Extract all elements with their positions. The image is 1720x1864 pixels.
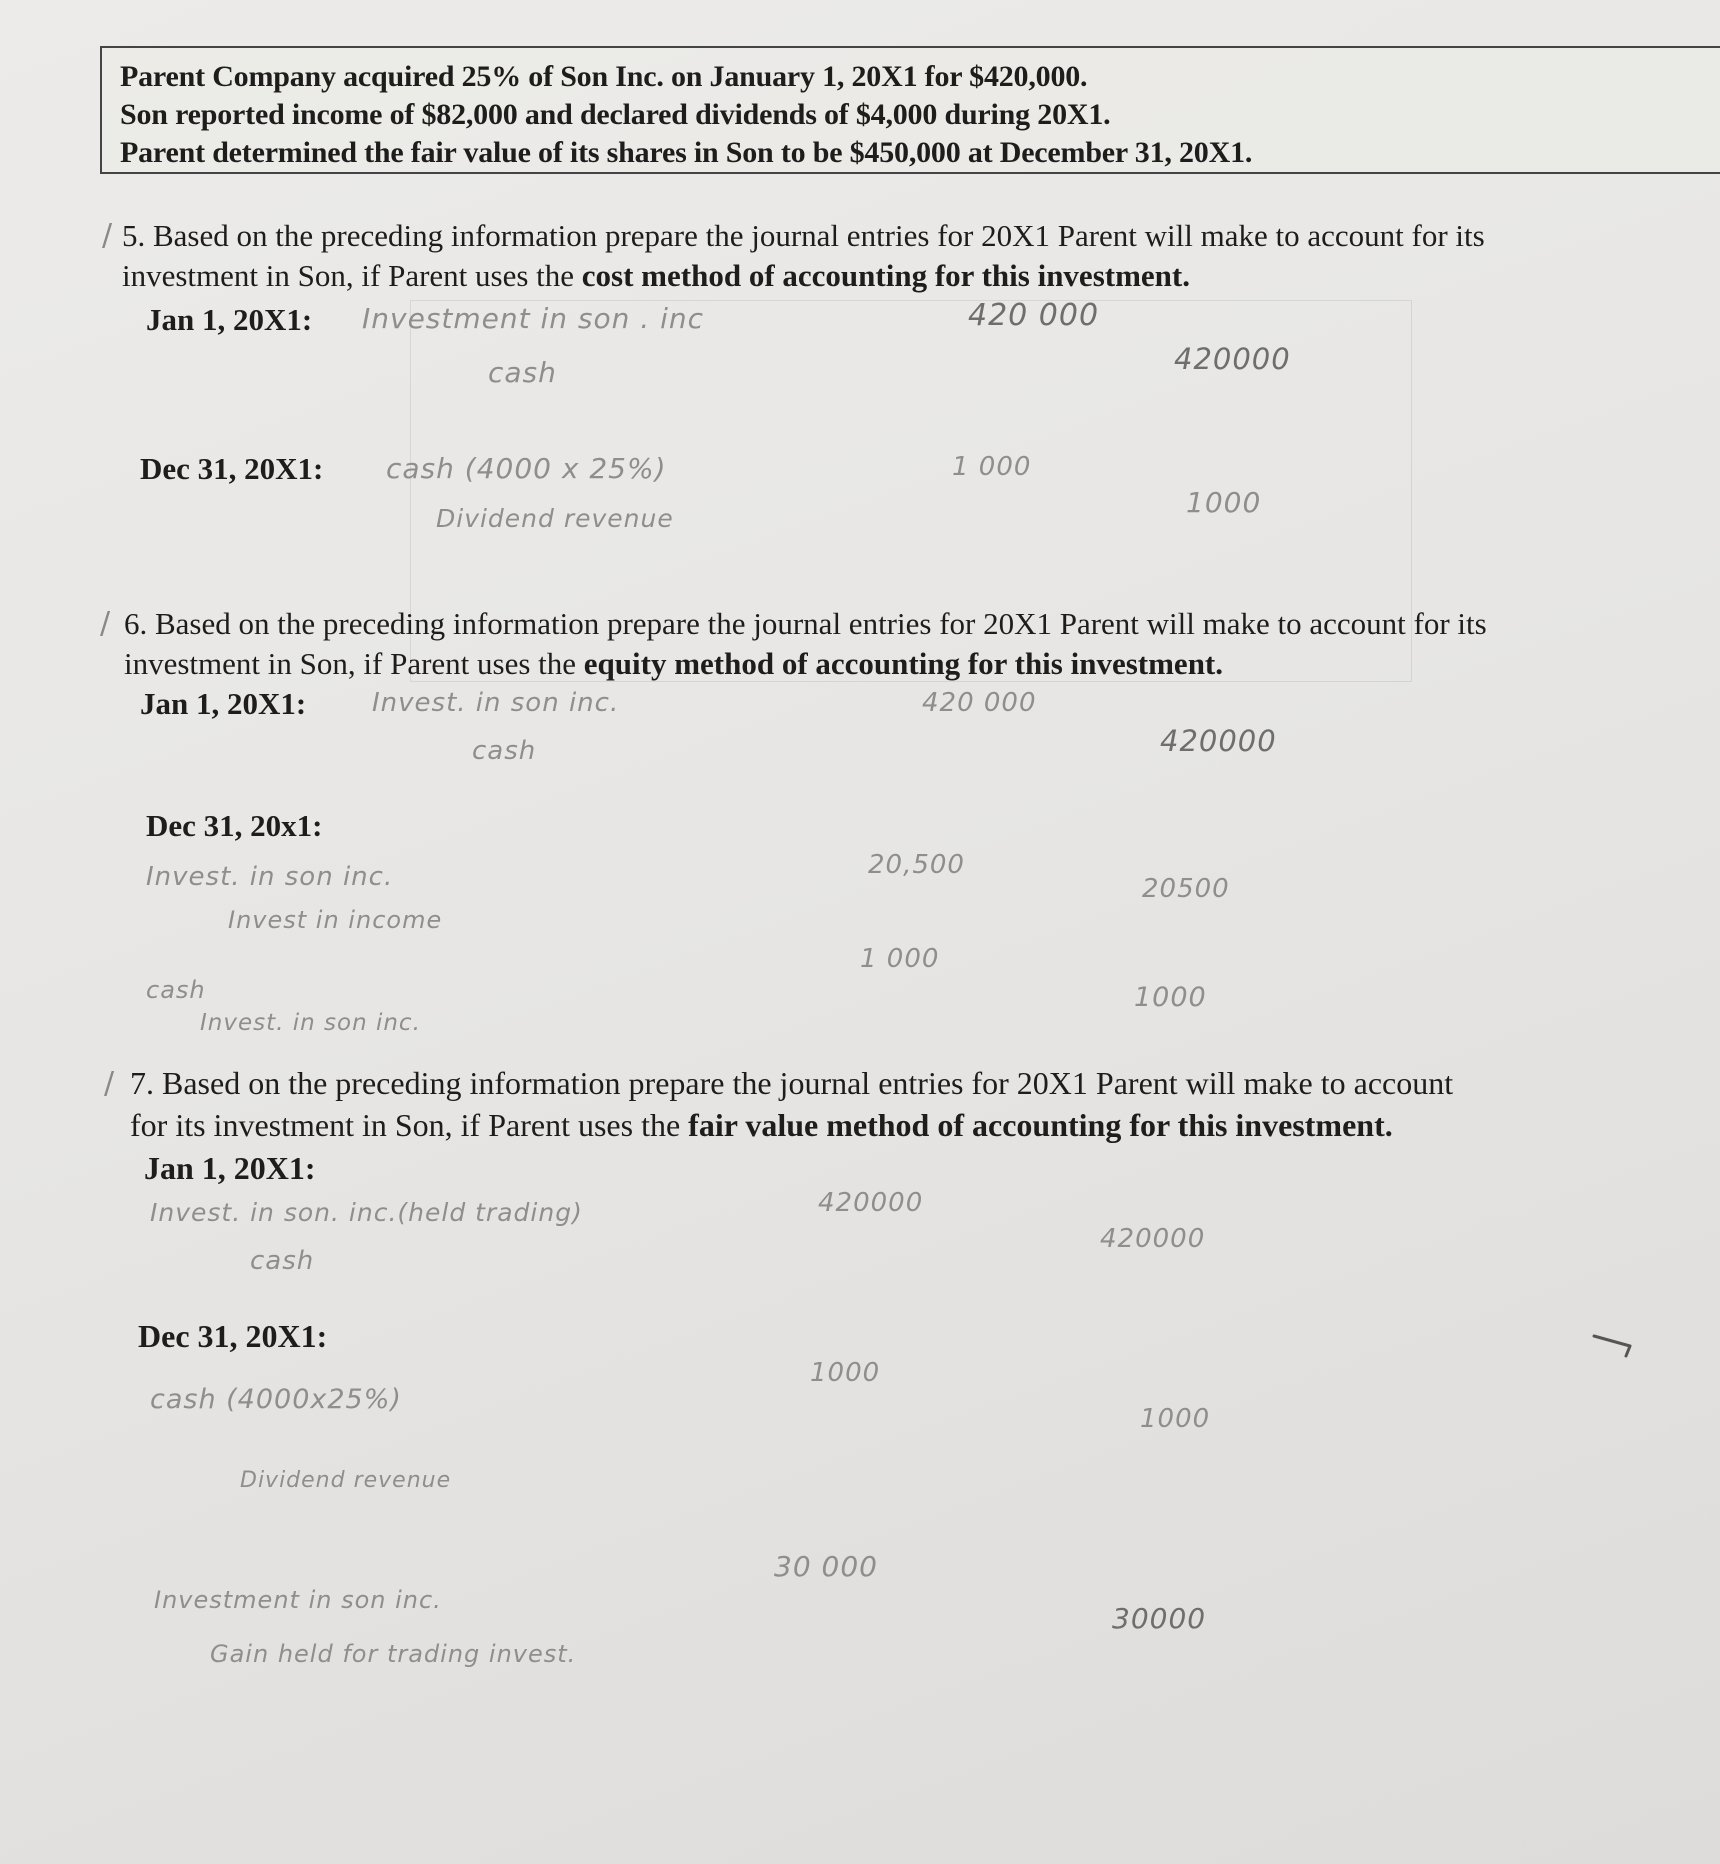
q7-dec2-debit-amount: 30 000 [774, 1550, 878, 1583]
q7-dec1-credit-account: Dividend revenue [240, 1468, 452, 1493]
info-line-1: Parent Company acquired 25% of Son Inc. on January 1, 20X1 for $420,000. [120, 60, 1088, 93]
q7-jan-debit-amount: 420000 [818, 1188, 924, 1218]
q6-dec2-credit-account: Invest. in son inc. [200, 1010, 421, 1036]
q5-text-plain: investment in Son, if Parent uses the [122, 258, 582, 293]
pen-stroke-mark [1590, 1326, 1640, 1360]
q6-jan-date: Jan 1, 20X1: [140, 686, 307, 721]
q6-text-line-1: 6. Based on the preceding information prepare the journal entries for 20X1 Parent will make to account for its [124, 606, 1487, 641]
q6-dec1-credit-account: Invest in income [228, 906, 443, 934]
q6-jan-debit-amount: 420 000 [922, 688, 1037, 718]
q5-jan-date: Jan 1, 20X1: [146, 302, 313, 337]
q5-text-bold: cost method of accounting for this investment. [581, 258, 1190, 293]
q6-jan-credit-amount: 420000 [1160, 724, 1277, 758]
q7-dec1-debit-account: cash (4000x25%) [150, 1384, 402, 1415]
q6-text-plain: investment in Son, if Parent uses the [124, 646, 584, 681]
q7-dec1-debit-amount: 1000 [810, 1358, 881, 1388]
q6-dec2-debit-account: cash [146, 976, 206, 1004]
problem-info-box [100, 46, 1720, 174]
q7-dec1-credit-amount: 1000 [1140, 1404, 1211, 1434]
q5-dec-credit-account: Dividend revenue [436, 504, 674, 533]
q5-jan-credit-account: cash [488, 356, 557, 389]
q5-jan-credit-amount: 420000 [1174, 342, 1291, 376]
q6-dec2-debit-amount: 1 000 [860, 944, 940, 974]
q5-dec-debit-account: cash (4000 x 25%) [386, 452, 667, 485]
q7-dec2-debit-account: Investment in son inc. [154, 1586, 442, 1614]
q7-question [130, 1062, 1453, 1146]
q7-check-mark: / [104, 1066, 115, 1101]
q5-question [122, 216, 1485, 296]
q6-jan-credit-account: cash [472, 736, 537, 766]
q7-jan-credit-account: cash [250, 1246, 315, 1276]
q6-jan-debit-account: Invest. in son inc. [372, 688, 620, 718]
q6-dec1-credit-amount: 20500 [1142, 874, 1230, 904]
q5-text-line-2 [122, 256, 1485, 296]
q7-dec2-credit-account: Gain held for trading invest. [210, 1640, 577, 1668]
q6-text-bold: equity method of accounting for this investment. [583, 646, 1224, 681]
q6-question [124, 604, 1487, 684]
q5-dec-date: Dec 31, 20X1: [140, 451, 324, 486]
q5-check-mark: / [102, 218, 113, 253]
q7-dec2-credit-amount: 30000 [1112, 1602, 1207, 1635]
q7-text-bold: fair value method of accounting for this investment. [688, 1107, 1393, 1143]
q6-dec1-debit-account: Invest. in son inc. [146, 862, 394, 892]
q5-text-line-1: 5. Based on the preceding information prepare the journal entries for 20X1 Parent will make to account for its [122, 218, 1485, 253]
q5-dec-debit-amount: 1 000 [952, 452, 1032, 482]
q7-text-line-2 [130, 1104, 1453, 1146]
q7-jan-debit-account: Invest. in son. inc.(held trading) [150, 1198, 583, 1227]
q5-jan-debit-account: Investment in son . inc [362, 302, 705, 335]
q7-text-line-1: 7. Based on the preceding information prepare the journal entries for 20X1 Parent will make to account [130, 1065, 1454, 1101]
q6-dec2-credit-amount: 1000 [1134, 982, 1207, 1013]
q6-dec1-debit-amount: 20,500 [868, 850, 965, 880]
q6-text-line-2 [124, 644, 1487, 684]
q7-dec-date: Dec 31, 20X1: [138, 1318, 328, 1354]
q7-jan-date: Jan 1, 20X1: [144, 1150, 316, 1186]
q7-jan-credit-amount: 420000 [1100, 1224, 1206, 1254]
q5-dec-credit-amount: 1000 [1186, 486, 1262, 519]
info-line-2: Son reported income of $82,000 and declared dividends of $4,000 during 20X1. [120, 98, 1111, 131]
q5-jan-debit-amount: 420 000 [968, 298, 1100, 333]
info-line-3: Parent determined the fair value of its shares in Son to be $450,000 at December 31, 20X1. [120, 136, 1253, 169]
q6-check-mark: / [100, 606, 111, 641]
q7-text-plain: for its investment in Son, if Parent uses the [130, 1107, 689, 1143]
q6-dec-date: Dec 31, 20x1: [146, 808, 323, 843]
